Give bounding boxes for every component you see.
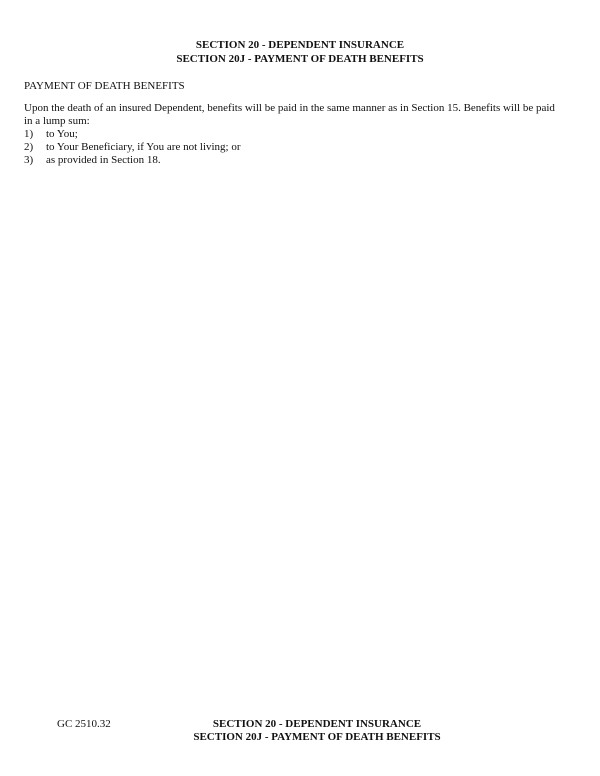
form-code: GC 2510.32: [57, 718, 111, 730]
footer-subsection-title: SECTION 20J - PAYMENT OF DEATH BENEFITS: [193, 731, 441, 743]
list-item-text: to Your Beneficiary, if You are not living; or: [46, 141, 241, 153]
page-header: [0, 38, 600, 66]
section-heading: PAYMENT OF DEATH BENEFITS: [24, 80, 185, 92]
list-item: [24, 128, 564, 141]
page-footer: [0, 718, 600, 744]
list-item-text: to You;: [46, 128, 78, 140]
list-item-text: as provided in Section 18.: [46, 154, 161, 166]
footer-section-title: SECTION 20 - DEPENDENT INSURANCE: [212, 718, 422, 730]
list-item-number: 3): [24, 154, 34, 166]
intro-paragraph: Upon the death of an insured Dependent, benefits will be paid in the same manner as in Section 15. Benefits will be paid in a lump sum:: [24, 102, 555, 127]
header-subsection-title: SECTION 20J - PAYMENT OF DEATH BENEFITS: [176, 53, 424, 65]
body-content: [24, 102, 564, 167]
list-item-number: 1): [24, 128, 34, 140]
list-item: [24, 141, 564, 154]
payment-order-list: [24, 128, 564, 167]
list-item: [24, 154, 564, 167]
list-item-number: 2): [24, 141, 34, 153]
header-section-title: SECTION 20 - DEPENDENT INSURANCE: [195, 39, 405, 51]
